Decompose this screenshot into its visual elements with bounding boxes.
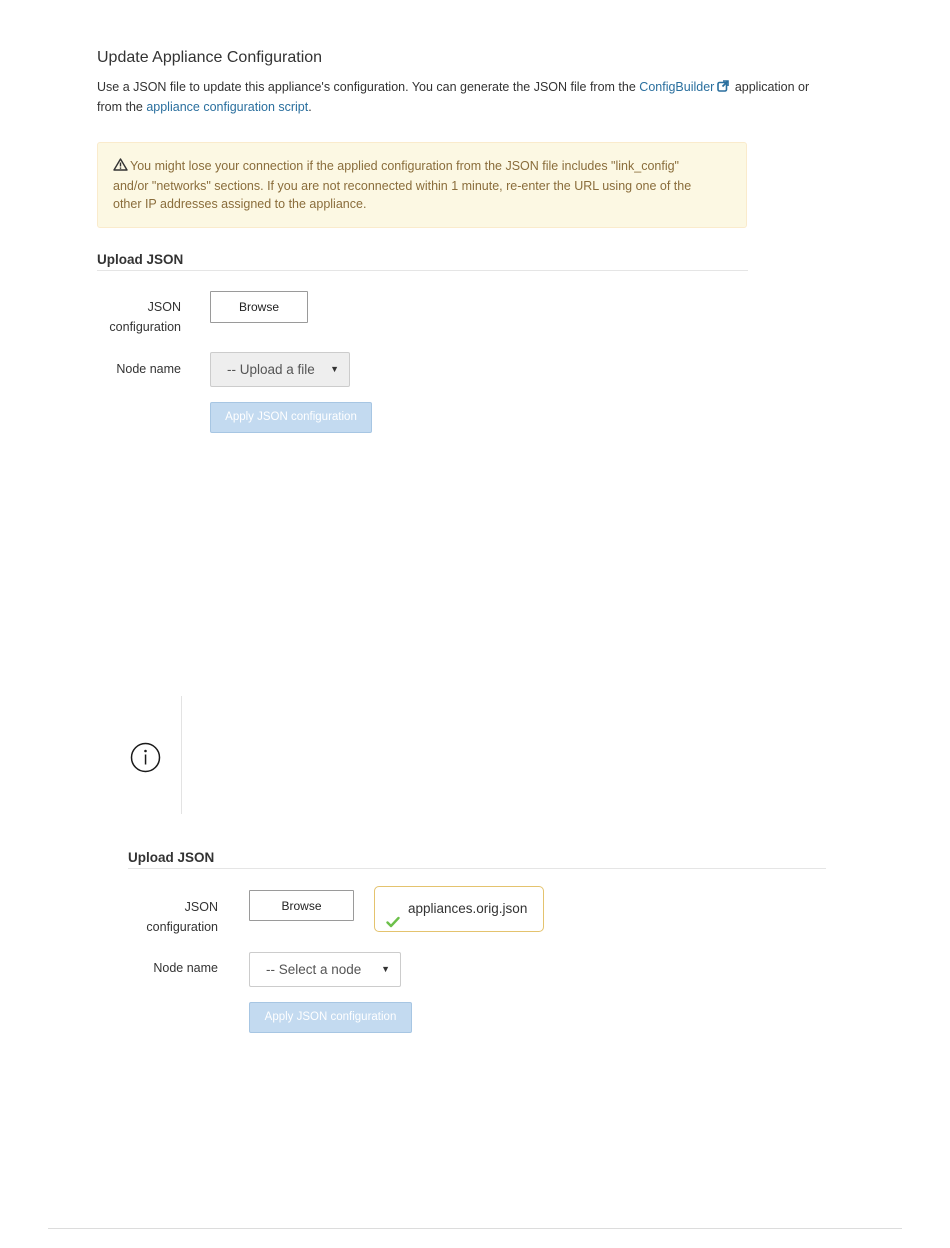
checkmark-icon <box>386 902 400 945</box>
select-value: -- Upload a file <box>227 362 315 377</box>
node-name-select[interactable] <box>249 952 401 987</box>
caret-down-icon: ▼ <box>381 964 390 974</box>
label-line: JSON <box>147 300 181 314</box>
alert-line: other IP addresses assigned to the appliance. <box>113 197 367 211</box>
intro-text-part: application or <box>731 80 810 94</box>
warning-triangle-icon <box>113 158 128 177</box>
alert-line: You might lose your connection if the applied configuration from the JSON file includes "link_config" <box>130 159 679 173</box>
node-name-select[interactable] <box>210 352 350 387</box>
alert-line: and/or "networks" sections. If you are not reconnected within 1 minute, re-enter the URL using one of the <box>113 178 692 193</box>
intro-text-part: . <box>308 100 312 114</box>
page-title: Update Appliance Configuration <box>97 49 323 66</box>
json-configuration-label <box>97 297 181 337</box>
footer-divider <box>48 1228 902 1229</box>
info-circle-icon <box>130 742 161 778</box>
section-divider <box>128 868 826 869</box>
upload-json-section-title: Upload JSON <box>97 252 184 267</box>
select-value: -- Select a node <box>266 962 362 977</box>
intro-text <box>97 78 887 117</box>
label-line: JSON <box>184 900 218 914</box>
note-divider <box>181 696 182 814</box>
apply-json-configuration-button[interactable]: Apply JSON configuration <box>249 1002 412 1033</box>
node-name-label: Node name <box>116 362 181 376</box>
caret-down-icon: ▼ <box>330 364 339 374</box>
label-line: configuration <box>109 320 181 334</box>
intro-text-part: from the <box>97 100 147 114</box>
external-link-icon[interactable] <box>717 79 729 98</box>
browse-button[interactable]: Browse <box>249 890 354 921</box>
upload-json-section-title: Upload JSON <box>128 850 215 865</box>
configbuilder-link[interactable]: ConfigBuilder <box>639 80 715 94</box>
uploaded-file-indicator <box>374 886 544 932</box>
json-configuration-label <box>128 897 218 937</box>
browse-button[interactable]: Browse <box>210 291 308 323</box>
section-divider <box>97 270 748 271</box>
intro-text-part: Use a JSON file to update this appliance's configuration. You can generate the JSON file from the <box>97 80 640 94</box>
appliance-configuration-script-link[interactable]: appliance configuration script <box>146 100 309 114</box>
warning-alert <box>97 142 747 228</box>
node-name-label: Node name <box>153 961 218 975</box>
label-line: configuration <box>146 920 218 934</box>
uploaded-file-name: appliances.orig.json <box>408 901 528 916</box>
apply-json-configuration-button[interactable]: Apply JSON configuration <box>210 402 372 433</box>
